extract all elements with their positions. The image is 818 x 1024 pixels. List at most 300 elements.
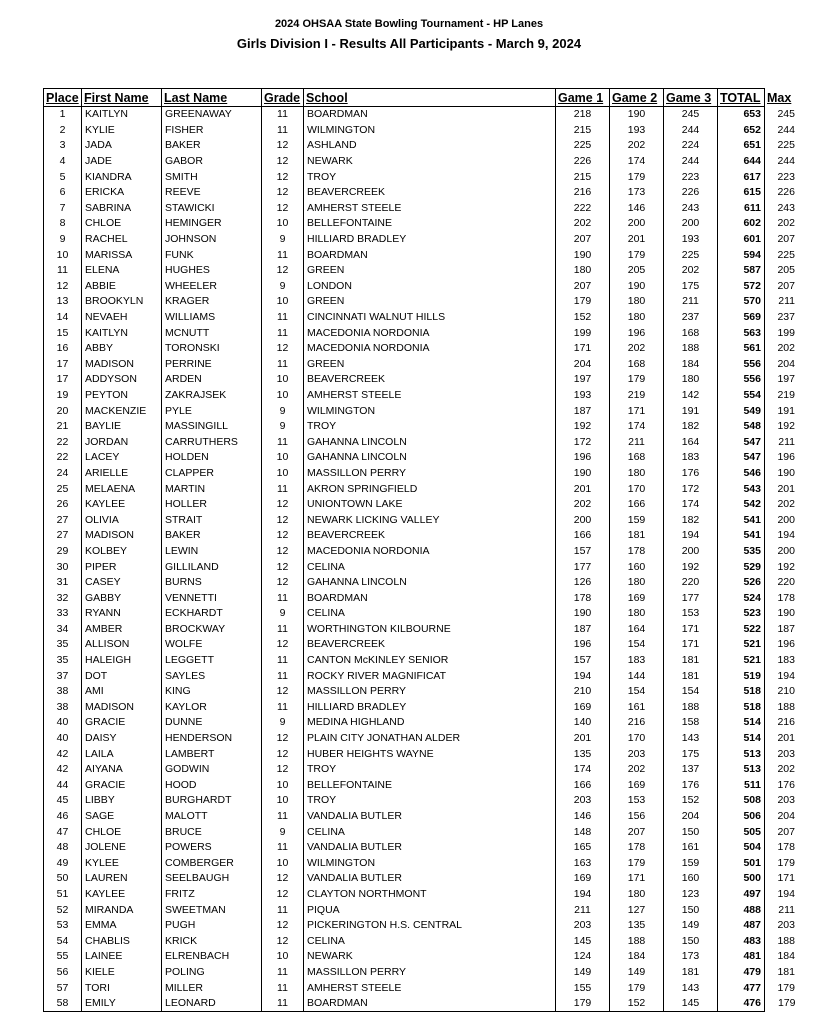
cell-total: 602	[718, 216, 765, 232]
cell-game-1: 193	[556, 388, 610, 404]
cell-last-name: PERRINE	[162, 357, 262, 373]
cell-first-name: LAINEE	[82, 949, 162, 965]
document-subtitle: Girls Division I - Results All Participants - March 9, 2024	[236, 36, 582, 51]
cell-game-2: 216	[610, 715, 664, 731]
cell-total: 561	[718, 341, 765, 357]
table-row	[44, 856, 799, 872]
cell-total: 572	[718, 279, 765, 295]
cell-last-name: LEONARD	[162, 996, 262, 1012]
cell-total: 653	[718, 107, 765, 123]
table-row	[44, 497, 799, 513]
cell-first-name: ARIELLE	[82, 466, 162, 482]
table-row	[44, 107, 799, 123]
cell-grade: 12	[262, 762, 304, 778]
cell-place: 56	[44, 965, 82, 981]
cell-last-name: SMITH	[162, 169, 262, 185]
cell-first-name: JORDAN	[82, 434, 162, 450]
cell-last-name: MCNUTT	[162, 325, 262, 341]
cell-max: 171	[777, 872, 795, 885]
cell-school: GREEN	[304, 357, 556, 373]
cell-first-name: LAUREN	[82, 871, 162, 887]
cell-school: AMHERST STEELE	[304, 980, 556, 996]
table-row	[44, 980, 799, 996]
cell-school: HILLIARD BRADLEY	[304, 700, 556, 716]
cell-grade: 12	[262, 201, 304, 217]
col-header-game-3: Game 3	[664, 89, 718, 107]
cell-school: MASSILLON PERRY	[304, 684, 556, 700]
cell-game-2: 183	[610, 653, 664, 669]
table-row	[44, 918, 799, 934]
cell-total: 514	[718, 731, 765, 747]
cell-max: 216	[777, 716, 795, 729]
cell-game-1: 165	[556, 840, 610, 856]
cell-max: 176	[777, 778, 795, 791]
cell-game-3: 200	[664, 216, 718, 232]
cell-total: 501	[718, 856, 765, 872]
cell-place: 50	[44, 871, 82, 887]
cell-max: 243	[777, 201, 795, 214]
cell-place: 37	[44, 668, 82, 684]
cell-school: CELINA	[304, 559, 556, 575]
cell-school: BEAVERCREEK	[304, 528, 556, 544]
cell-place: 47	[44, 824, 82, 840]
cell-max: 183	[777, 654, 795, 667]
cell-grade: 12	[262, 544, 304, 560]
cell-total: 548	[718, 419, 765, 435]
cell-place: 38	[44, 684, 82, 700]
table-row	[44, 216, 799, 232]
cell-max: 207	[777, 825, 795, 838]
cell-game-2: 203	[610, 746, 664, 762]
cell-school: MEDINA HIGHLAND	[304, 715, 556, 731]
cell-game-3: 237	[664, 310, 718, 326]
cell-game-3: 152	[664, 793, 718, 809]
cell-game-1: 169	[556, 700, 610, 716]
cell-total: 511	[718, 778, 765, 794]
table-row	[44, 965, 799, 981]
cell-grade: 10	[262, 793, 304, 809]
cell-first-name: BROOKYLN	[82, 294, 162, 310]
cell-school: BOARDMAN	[304, 996, 556, 1012]
cell-max: 194	[777, 529, 795, 542]
cell-first-name: KAITLYN	[82, 107, 162, 123]
cell-game-2: 173	[610, 185, 664, 201]
cell-school: LONDON	[304, 279, 556, 295]
cell-last-name: SEELBAUGH	[162, 871, 262, 887]
cell-first-name: ADDYSON	[82, 372, 162, 388]
cell-game-2: 149	[610, 965, 664, 981]
cell-game-3: 160	[664, 871, 718, 887]
cell-last-name: LAMBERT	[162, 746, 262, 762]
cell-game-3: 159	[664, 856, 718, 872]
cell-game-3: 226	[664, 185, 718, 201]
cell-game-3: 175	[664, 746, 718, 762]
cell-max: 244	[777, 123, 795, 136]
cell-max: 202	[777, 763, 795, 776]
cell-last-name: LEWIN	[162, 544, 262, 560]
cell-game-1: 197	[556, 372, 610, 388]
cell-total: 487	[718, 918, 765, 934]
table-row	[44, 887, 799, 903]
cell-first-name: MADISON	[82, 357, 162, 373]
cell-first-name: EMILY	[82, 996, 162, 1012]
cell-grade: 9	[262, 279, 304, 295]
col-header-grade: Grade	[262, 89, 304, 107]
cell-grade: 11	[262, 809, 304, 825]
cell-game-3: 161	[664, 840, 718, 856]
cell-game-1: 215	[556, 169, 610, 185]
cell-game-2: 170	[610, 481, 664, 497]
cell-game-2: 161	[610, 700, 664, 716]
cell-game-1: 196	[556, 637, 610, 653]
cell-game-1: 207	[556, 232, 610, 248]
cell-place: 57	[44, 980, 82, 996]
cell-place: 22	[44, 434, 82, 450]
cell-school: TROY	[304, 793, 556, 809]
cell-game-1: 190	[556, 606, 610, 622]
cell-grade: 11	[262, 996, 304, 1012]
col-header-max: Max	[767, 90, 792, 105]
cell-game-1: 177	[556, 559, 610, 575]
cell-first-name: DOT	[82, 668, 162, 684]
cell-game-1: 225	[556, 138, 610, 154]
cell-game-2: 178	[610, 840, 664, 856]
table-row	[44, 450, 799, 466]
cell-game-3: 164	[664, 434, 718, 450]
cell-grade: 10	[262, 778, 304, 794]
cell-school: PIQUA	[304, 902, 556, 918]
cell-place: 51	[44, 887, 82, 903]
cell-school: TROY	[304, 762, 556, 778]
cell-game-3: 223	[664, 169, 718, 185]
cell-game-1: 203	[556, 793, 610, 809]
cell-last-name: PYLE	[162, 403, 262, 419]
cell-max: 203	[777, 919, 795, 932]
cell-game-3: 168	[664, 325, 718, 341]
cell-grade: 11	[262, 653, 304, 669]
cell-game-1: 135	[556, 746, 610, 762]
cell-last-name: HOLLER	[162, 497, 262, 513]
cell-first-name: SABRINA	[82, 201, 162, 217]
cell-last-name: BAKER	[162, 528, 262, 544]
cell-game-2: 171	[610, 403, 664, 419]
cell-school: WILMINGTON	[304, 123, 556, 139]
cell-grade: 12	[262, 731, 304, 747]
cell-game-3: 180	[664, 372, 718, 388]
table-row	[44, 668, 799, 684]
cell-game-2: 200	[610, 216, 664, 232]
cell-school: CLAYTON NORTHMONT	[304, 887, 556, 903]
cell-school: NEWARK	[304, 154, 556, 170]
cell-game-1: 126	[556, 575, 610, 591]
cell-first-name: MIRANDA	[82, 902, 162, 918]
cell-game-1: 179	[556, 294, 610, 310]
table-row	[44, 762, 799, 778]
cell-last-name: HEMINGER	[162, 216, 262, 232]
cell-place: 27	[44, 528, 82, 544]
table-row	[44, 606, 799, 622]
cell-school: GAHANNA LINCOLN	[304, 434, 556, 450]
cell-game-3: 142	[664, 388, 718, 404]
table-row	[44, 590, 799, 606]
cell-place: 35	[44, 653, 82, 669]
cell-max: 207	[777, 233, 795, 246]
table-row	[44, 279, 799, 295]
cell-max: 190	[777, 607, 795, 620]
cell-game-2: 180	[610, 606, 664, 622]
cell-school: BEAVERCREEK	[304, 637, 556, 653]
cell-last-name: KAYLOR	[162, 700, 262, 716]
cell-game-1: 166	[556, 528, 610, 544]
cell-game-1: 202	[556, 216, 610, 232]
cell-total: 479	[718, 965, 765, 981]
cell-game-1: 140	[556, 715, 610, 731]
cell-game-2: 168	[610, 357, 664, 373]
cell-place: 55	[44, 949, 82, 965]
cell-last-name: ZAKRAJSEK	[162, 388, 262, 404]
cell-total: 651	[718, 138, 765, 154]
cell-game-1: 178	[556, 590, 610, 606]
cell-last-name: ARDEN	[162, 372, 262, 388]
cell-max: 244	[777, 155, 795, 168]
cell-max: 204	[777, 357, 795, 370]
cell-last-name: BROCKWAY	[162, 622, 262, 638]
cell-game-3: 225	[664, 247, 718, 263]
cell-last-name: FRITZ	[162, 887, 262, 903]
cell-school: PICKERINGTON H.S. CENTRAL	[304, 918, 556, 934]
table-row	[44, 809, 799, 825]
cell-school: VANDALIA BUTLER	[304, 871, 556, 887]
cell-school: GAHANNA LINCOLN	[304, 575, 556, 591]
cell-game-3: 173	[664, 949, 718, 965]
cell-first-name: HALEIGH	[82, 653, 162, 669]
cell-last-name: BURNS	[162, 575, 262, 591]
cell-game-3: 158	[664, 715, 718, 731]
cell-place: 5	[44, 169, 82, 185]
cell-max: 200	[777, 513, 795, 526]
cell-first-name: DAISY	[82, 731, 162, 747]
cell-place: 25	[44, 481, 82, 497]
cell-max: 188	[777, 700, 795, 713]
cell-school: ROCKY RIVER MAGNIFICAT	[304, 668, 556, 684]
cell-game-2: 174	[610, 419, 664, 435]
cell-place: 22	[44, 450, 82, 466]
cell-game-2: 179	[610, 169, 664, 185]
table-row	[44, 715, 799, 731]
cell-grade: 10	[262, 294, 304, 310]
cell-max: 179	[777, 981, 795, 994]
cell-school: WILMINGTON	[304, 856, 556, 872]
cell-place: 10	[44, 247, 82, 263]
cell-first-name: NEVAEH	[82, 310, 162, 326]
cell-first-name: KIANDRA	[82, 169, 162, 185]
cell-school: CANTON McKINLEY SENIOR	[304, 653, 556, 669]
cell-last-name: ECKHARDT	[162, 606, 262, 622]
cell-last-name: DUNNE	[162, 715, 262, 731]
cell-game-3: 137	[664, 762, 718, 778]
cell-school: CELINA	[304, 606, 556, 622]
cell-game-3: 177	[664, 590, 718, 606]
cell-place: 42	[44, 746, 82, 762]
cell-max: 211	[778, 903, 795, 916]
cell-first-name: KAITLYN	[82, 325, 162, 341]
cell-max: 181	[777, 965, 795, 978]
cell-school: HILLIARD BRADLEY	[304, 232, 556, 248]
cell-school: GREEN	[304, 294, 556, 310]
cell-game-3: 200	[664, 544, 718, 560]
cell-game-2: 144	[610, 668, 664, 684]
cell-game-2: 190	[610, 107, 664, 123]
cell-game-2: 205	[610, 263, 664, 279]
cell-grade: 12	[262, 684, 304, 700]
cell-last-name: BRUCE	[162, 824, 262, 840]
document-title: 2024 OHSAA State Bowling Tournament - HP Lanes	[274, 18, 544, 30]
cell-first-name: RYANN	[82, 606, 162, 622]
cell-last-name: VENNETTI	[162, 590, 262, 606]
cell-first-name: GRACIE	[82, 778, 162, 794]
cell-game-2: 156	[610, 809, 664, 825]
table-row	[44, 341, 799, 357]
cell-first-name: JADE	[82, 154, 162, 170]
cell-grade: 12	[262, 887, 304, 903]
cell-last-name: MALOTT	[162, 809, 262, 825]
cell-total: 477	[718, 980, 765, 996]
table-row	[44, 512, 799, 528]
cell-first-name: TORI	[82, 980, 162, 996]
cell-grade: 9	[262, 606, 304, 622]
cell-game-1: 166	[556, 778, 610, 794]
table-row	[44, 902, 799, 918]
cell-first-name: LACEY	[82, 450, 162, 466]
cell-total: 569	[718, 310, 765, 326]
cell-game-1: 187	[556, 622, 610, 638]
cell-last-name: STAWICKI	[162, 201, 262, 217]
cell-first-name: SAGE	[82, 809, 162, 825]
cell-last-name: KRICK	[162, 933, 262, 949]
cell-school: MASSILLON PERRY	[304, 466, 556, 482]
cell-school: BOARDMAN	[304, 247, 556, 263]
cell-first-name: MADISON	[82, 528, 162, 544]
cell-total: 506	[718, 809, 765, 825]
cell-total: 546	[718, 466, 765, 482]
cell-place: 2	[44, 123, 82, 139]
cell-total: 652	[718, 123, 765, 139]
cell-school: CELINA	[304, 824, 556, 840]
cell-grade: 12	[262, 497, 304, 513]
cell-game-2: 180	[610, 294, 664, 310]
cell-total: 524	[718, 590, 765, 606]
cell-grade: 11	[262, 965, 304, 981]
cell-first-name: ALLISON	[82, 637, 162, 653]
cell-school: WORTHINGTON KILBOURNE	[304, 622, 556, 638]
cell-place: 19	[44, 388, 82, 404]
cell-game-3: 211	[664, 294, 718, 310]
cell-game-1: 204	[556, 357, 610, 373]
cell-total: 617	[718, 169, 765, 185]
cell-max: 194	[777, 887, 795, 900]
cell-first-name: KYLIE	[82, 123, 162, 139]
cell-max: 205	[777, 264, 795, 277]
cell-first-name: RACHEL	[82, 232, 162, 248]
cell-place: 53	[44, 918, 82, 934]
cell-place: 21	[44, 419, 82, 435]
table-row	[44, 700, 799, 716]
cell-game-3: 154	[664, 684, 718, 700]
cell-max: 194	[777, 669, 795, 682]
cell-school: BOARDMAN	[304, 107, 556, 123]
cell-place: 38	[44, 700, 82, 716]
cell-first-name: JADA	[82, 138, 162, 154]
cell-max: 202	[777, 498, 795, 511]
table-header-row	[44, 89, 799, 107]
cell-game-2: 174	[610, 154, 664, 170]
table-row	[44, 466, 799, 482]
cell-total: 541	[718, 528, 765, 544]
cell-game-3: 181	[664, 668, 718, 684]
cell-game-2: 135	[610, 918, 664, 934]
cell-place: 29	[44, 544, 82, 560]
cell-game-2: 168	[610, 450, 664, 466]
cell-place: 30	[44, 559, 82, 575]
cell-game-2: 180	[610, 575, 664, 591]
cell-max: 190	[777, 466, 795, 479]
cell-last-name: CARRUTHERS	[162, 434, 262, 450]
cell-game-1: 148	[556, 824, 610, 840]
cell-max: 179	[777, 997, 796, 1010]
cell-place: 26	[44, 497, 82, 513]
cell-total: 505	[718, 824, 765, 840]
cell-game-1: 203	[556, 918, 610, 934]
table-row	[44, 871, 799, 887]
cell-grade: 12	[262, 746, 304, 762]
cell-game-1: 190	[556, 466, 610, 482]
cell-place: 27	[44, 512, 82, 528]
cell-game-2: 184	[610, 949, 664, 965]
cell-grade: 12	[262, 637, 304, 653]
cell-last-name: LEGGETT	[162, 653, 262, 669]
cell-game-2: 179	[610, 980, 664, 996]
cell-game-2: 180	[610, 466, 664, 482]
cell-place: 9	[44, 232, 82, 248]
cell-game-3: 182	[664, 512, 718, 528]
results-table	[43, 88, 799, 1012]
cell-game-1: 202	[556, 497, 610, 513]
cell-place: 17	[44, 372, 82, 388]
cell-school: ASHLAND	[304, 138, 556, 154]
cell-max: 197	[777, 373, 795, 386]
cell-game-3: 188	[664, 700, 718, 716]
cell-game-1: 200	[556, 512, 610, 528]
cell-school: MASSILLON PERRY	[304, 965, 556, 981]
cell-total: 563	[718, 325, 765, 341]
cell-first-name: PIPER	[82, 559, 162, 575]
cell-last-name: SWEETMAN	[162, 902, 262, 918]
cell-game-3: 175	[664, 279, 718, 295]
table-row	[44, 622, 799, 638]
cell-first-name: KAYLEE	[82, 887, 162, 903]
cell-place: 49	[44, 856, 82, 872]
cell-school: WILMINGTON	[304, 403, 556, 419]
cell-game-1: 211	[556, 902, 610, 918]
cell-last-name: WILLIAMS	[162, 310, 262, 326]
cell-game-3: 171	[664, 637, 718, 653]
cell-grade: 12	[262, 575, 304, 591]
cell-total: 523	[718, 606, 765, 622]
cell-game-1: 172	[556, 434, 610, 450]
cell-place: 32	[44, 590, 82, 606]
cell-game-2: 171	[610, 871, 664, 887]
cell-game-1: 149	[556, 965, 610, 981]
